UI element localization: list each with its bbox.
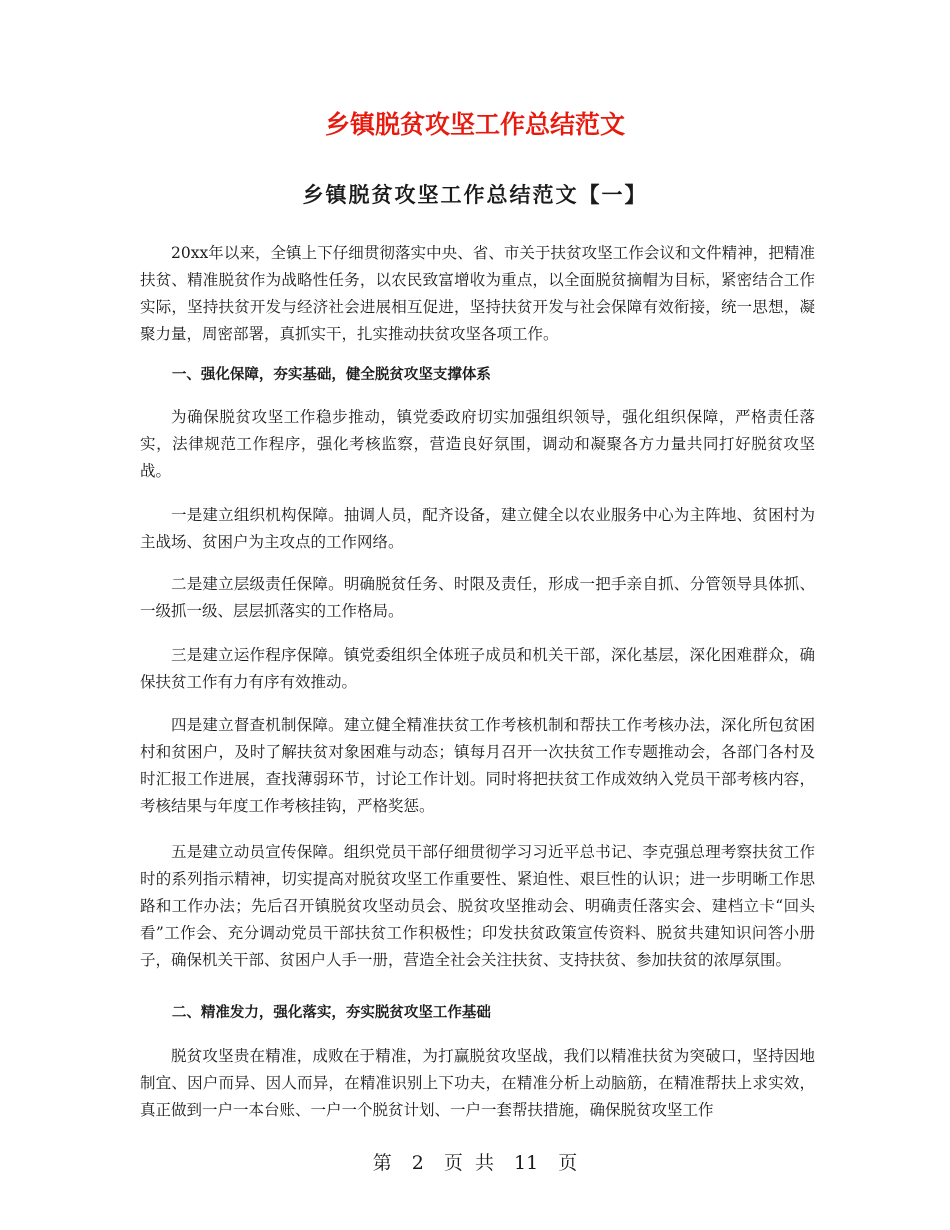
paragraph-intro: 20xx年以来，全镇上下仔细贯彻落实中央、省、市关于扶贫攻坚工作会议和文件精神，把精准扶贫、精准脱贫作为战略性任务，以农民致富增收为重点，以全面脱贫摘帽为目标，紧密结合工作实际，坚持扶贫开发与经济社会进展相互促进，坚持扶贫开发与社会保障有效衔接，统一思想，凝聚力量，周密部署，真抓实干，扎实推动扶贫攻坚各项工作。 (140, 244, 815, 343)
document-title: 乡镇脱贫攻坚工作总结范文 (324, 110, 625, 139)
page-footer (0, 1148, 950, 1178)
section-heading-2: 二、精准发力，强化落实，夯实脱贫攻坚工作基础 (171, 1005, 491, 1021)
paragraph-item-1: 一是建立组织机构保障。抽调人员，配齐设备，建立健全以农业服务中心为主阵地、贫困村为主战场、贫困户为主攻点的工作网络。 (140, 506, 815, 551)
paragraph-section1-intro: 为确保脱贫攻坚工作稳步推动，镇党委政府切实加强组织领导，强化组织保障，严格责任落实，法律规范工作程序，强化考核监察，营造良好氛围，调动和凝聚各方力量共同打好脱贫攻坚战。 (140, 408, 815, 480)
paragraph-item-3: 三是建立运作程序保障。镇党委组织全体班子成员和机关干部，深化基层，深化困难群众，确保扶贫工作有力有序有效推动。 (140, 646, 815, 691)
section-heading-1: 一、强化保障，夯实基础，健全脱贫攻坚支撑体系 (171, 367, 491, 383)
footer-middle: 页 共 (443, 1152, 494, 1174)
footer-page-number: 2 (411, 1152, 424, 1174)
footer-prefix: 第 (372, 1152, 392, 1174)
paragraph-item-2: 二是建立层级责任保障。明确脱贫任务、时限及责任，形成一把手亲自抓、分管领导具体抓、一级抓一级、层层抓落实的工作格局。 (140, 575, 815, 620)
document-subtitle: 乡镇脱贫攻坚工作总结范文【一】 (302, 182, 648, 207)
paragraph-section2-intro: 脱贫攻坚贵在精准，成败在于精准，为打赢脱贫攻坚战，我们以精准扶贫为突破口，坚持因地制宜、因户而异、因人而异，在精准识别上下功夫，在精准分析上动脑筋，在精准帮扶上求实效，真正做到一户一本台账、一户一个脱贫计划、一户一套帮扶措施，确保脱贫攻坚工作 (140, 1047, 815, 1119)
paragraph-item-4: 四是建立督查机制保障。建立健全精准扶贫工作考核机制和帮扶工作考核办法，深化所包贫困村和贫困户，及时了解扶贫对象困难与动态；镇每月召开一次扶贫工作专题推动会，各部门各村及时汇报工作进展，查找薄弱环节，讨论工作计划。同时将把扶贫工作成效纳入党员干部考核内容，考核结果与年度工作考核挂钩，严格奖惩。 (140, 716, 815, 815)
paragraph-item-5: 五是建立动员宣传保障。组织党员干部仔细贯彻学习习近平总书记、李克强总理考察扶贫工作时的系列指示精神，切实提高对脱贫攻坚工作重要性、紧迫性、艰巨性的认识；进一步明晰工作思路和工作办法；先后召开镇脱贫攻坚动员会、脱贫攻坚推动会、明确责任落实会、建档立卡“回头看”工作会、充分调动党员干部扶贫工作积极性；印发扶贫政策宣传资料、脱贫共建知识问答小册子，确保机关干部、贫困户人手一册，营造全社会关注扶贫、支持扶贫、参加扶贫的浓厚氛围。 (140, 843, 815, 969)
footer-total-pages: 11 (514, 1152, 539, 1174)
footer-suffix: 页 (558, 1152, 578, 1174)
